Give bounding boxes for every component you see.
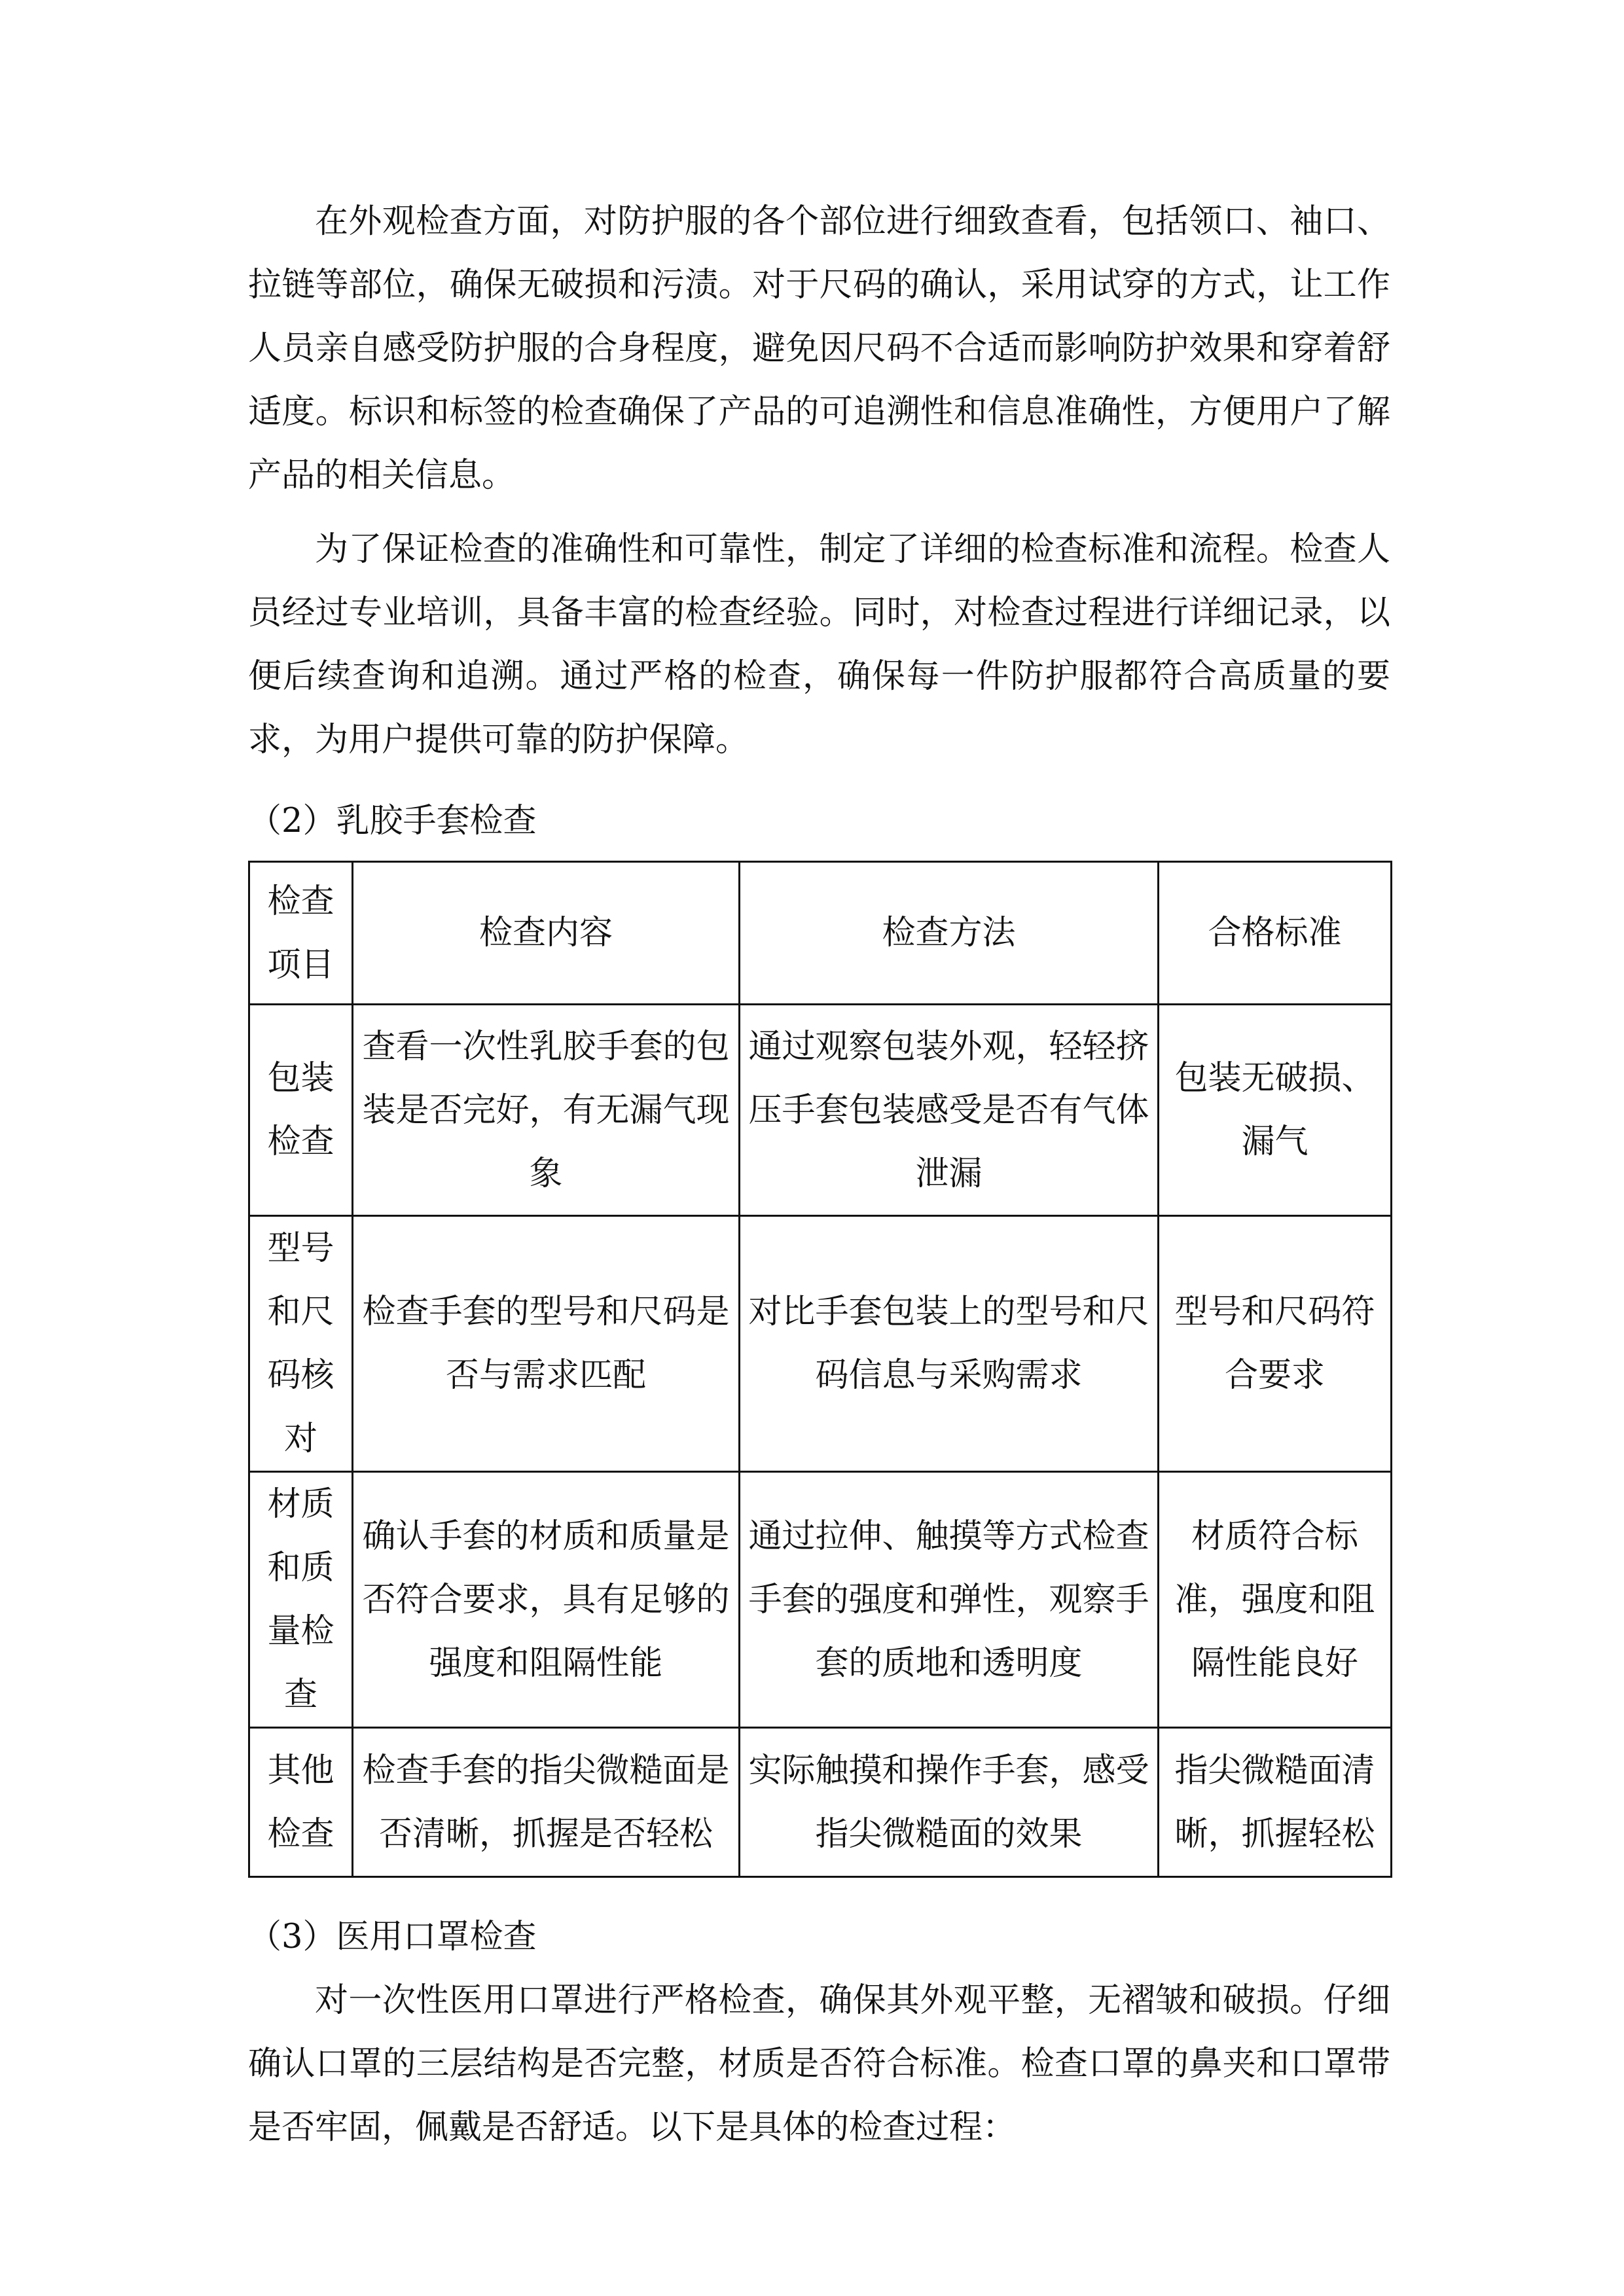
table-cell: 确认手套的材质和质量是否符合要求，具有足够的强度和阻隔性能 [353,1472,740,1728]
table-cell: 包装检查 [249,1005,353,1216]
table-cell: 材质符合标准，强度和阻隔性能良好 [1159,1472,1392,1728]
table-cell: 实际触摸和操作手套，感受指尖微糙面的效果 [740,1728,1159,1877]
header-cell: 检查项目 [249,862,353,1005]
paragraph-appearance-check: 在外观检查方面，对防护服的各个部位进行细致查看，包括领口、袖口、拉链等部位，确保无破损和污渍。对于尺码的确认，采用试穿的方式，让工作人员亲自感受防护服的合身程度，避免因尺码不合适而影响防护效果和穿着舒适度。标识和标签的检查确保了产品的可追溯性和信息准确性，方便用户了解产品的相关信息。 [248,202,1390,495]
table-cell: 对比手套包装上的型号和尺码信息与采购需求 [740,1216,1159,1472]
header-cell: 检查方法 [740,862,1159,1005]
table-cell: 包装无破损、漏气 [1159,1005,1392,1216]
table-row [249,1472,1392,1728]
document-body [248,190,1390,2159]
table-row [249,1005,1392,1216]
table-cell: 型号和尺码核对 [249,1216,353,1472]
table-cell: 材质和质量检查 [249,1472,353,1728]
header-cell: 合格标准 [1159,862,1392,1005]
table-cell: 指尖微糙面清晰，抓握轻松 [1159,1728,1392,1877]
section-heading-latex-gloves: （2）乳胶手套检查 [248,802,537,840]
table-cell: 查看一次性乳胶手套的包装是否完好，有无漏气现象 [353,1005,740,1216]
paragraph-inspection-standards: 为了保证检查的准确性和可靠性，制定了详细的检查标准和流程。检查人员经过专业培训，具备丰富的检查经验。同时，对检查过程进行详细记录，以便后续查询和追溯。通过严格的检查，确保每一件防护服都符合高质量的要求，为用户提供可靠的防护保障。 [248,530,1390,759]
latex-glove-inspection-table [248,861,1392,1878]
table-cell: 型号和尺码符合要求 [1159,1216,1392,1472]
table-cell: 通过观察包装外观，轻轻挤压手套包装感受是否有气体泄漏 [740,1005,1159,1216]
table-header-row [249,862,1392,1005]
header-cell: 检查内容 [353,862,740,1005]
table-cell: 检查手套的型号和尺码是否与需求匹配 [353,1216,740,1472]
table-row [249,1216,1392,1472]
section-heading-medical-masks: （3）医用口罩检查 [248,1918,537,1956]
table-row [249,1728,1392,1877]
table-cell: 通过拉伸、触摸等方式检查手套的强度和弹性，观察手套的质地和透明度 [740,1472,1159,1728]
paragraph-mask-inspection: 对一次性医用口罩进行严格检查，确保其外观平整，无褶皱和破损。仔细确认口罩的三层结构是否完整，材质是否符合标准。检查口罩的鼻夹和口罩带是否牢固，佩戴是否舒适。以下是具体的检查过程： [248,1981,1390,2147]
table-cell: 检查手套的指尖微糙面是否清晰，抓握是否轻松 [353,1728,740,1877]
table-cell: 其他检查 [249,1728,353,1877]
